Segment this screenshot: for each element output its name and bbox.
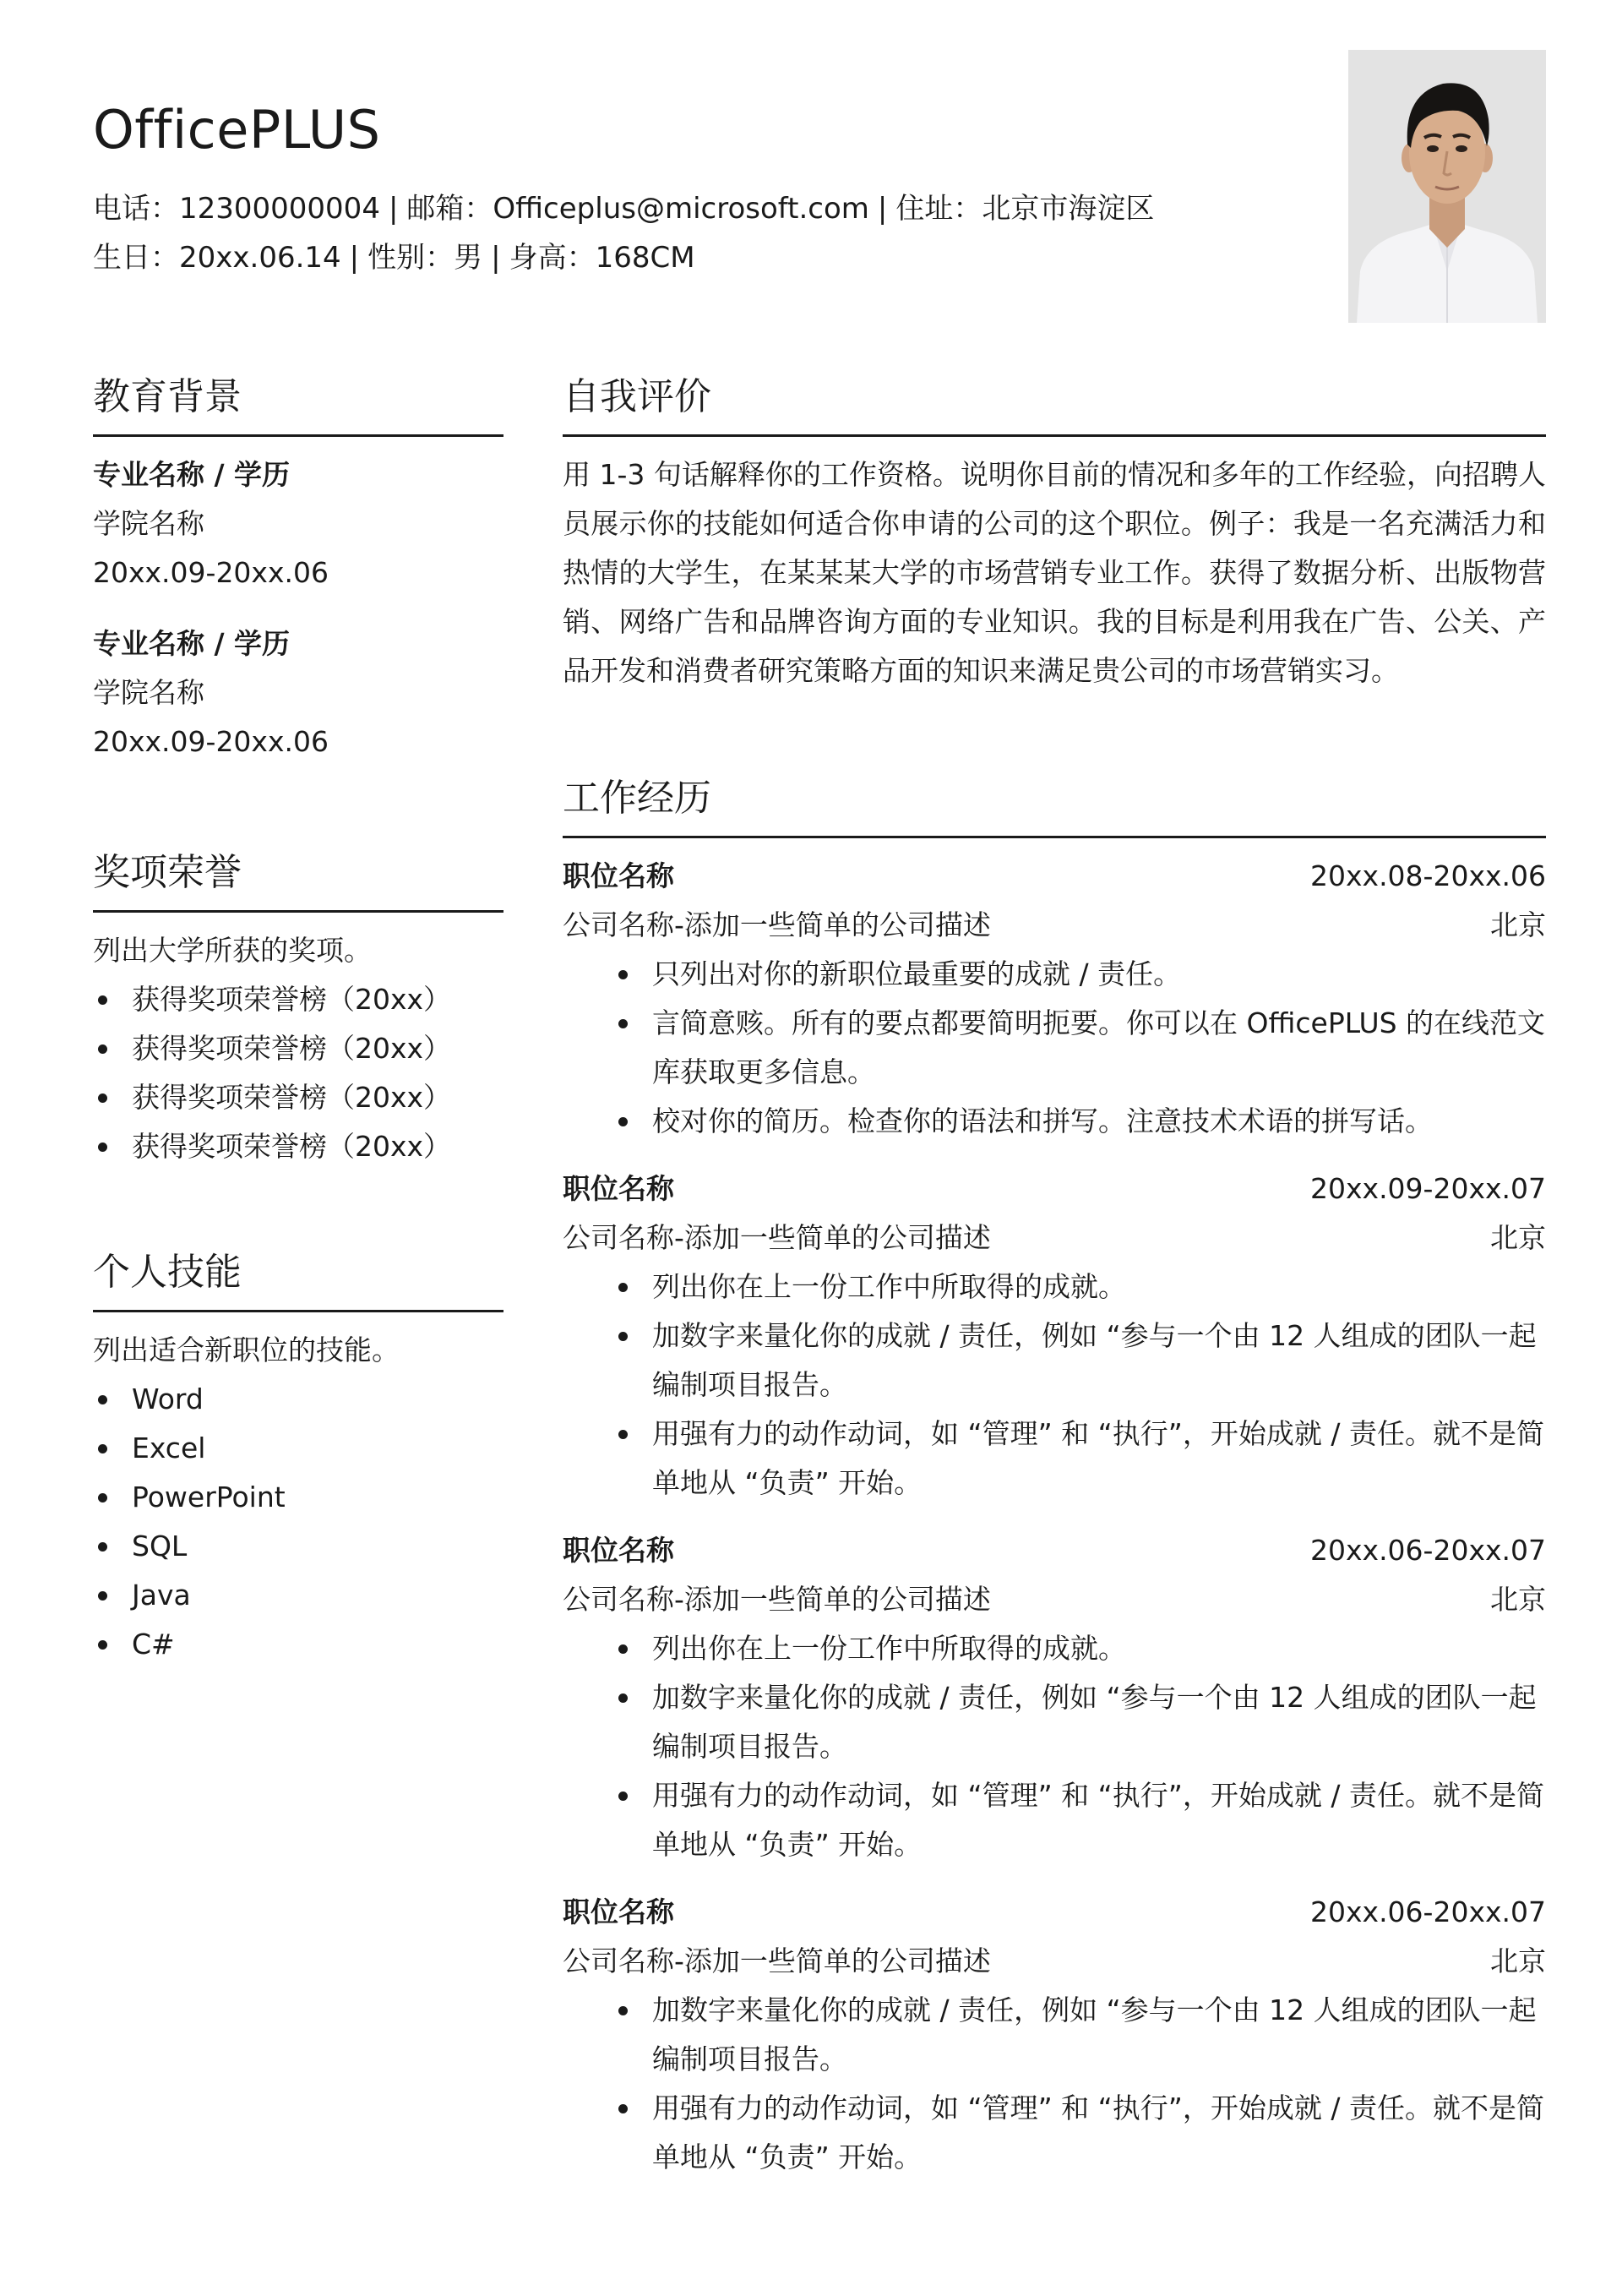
skill-item: C# [93, 1620, 503, 1669]
major-degree: 专业名称 / 学历 [93, 458, 291, 491]
job-header [563, 852, 1546, 901]
education-title: 教育背景 [93, 372, 503, 437]
job-bullet: 用强有力的动作动词，如 “管理” 和 “执行”，开始成就 / 责任。就不是简单地从 “负责” 开始。 [613, 2084, 1546, 2182]
job-company: 公司名称-添加一些简单的公司描述 [563, 1944, 991, 1977]
self-eval-section [563, 372, 1546, 695]
education-period: 20xx.09-20xx.06 [93, 556, 329, 589]
job-entry [563, 1888, 1546, 2182]
profile-photo [1348, 50, 1546, 323]
job-bullets [613, 1263, 1546, 1508]
skill-item: Word [93, 1375, 503, 1424]
job-bullet: 加数字来量化你的成就 / 责任，例如 “参与一个由 12 人组成的团队一起编制项目报告。 [613, 1312, 1546, 1410]
separator: | [491, 241, 501, 275]
job-city: 北京 [1490, 1221, 1546, 1254]
self-eval-text: 用 1-3 句话解释你的工作资格。说明你目前的情况和多年的工作经验，向招聘人员展示你的技能如何适合你申请的公司的这个职位。例子：我是一名充满活力和热情的大学生，在某某某大学的市场营销专业工作。获得了数据分析、出版物营销、网络广告和品牌咨询方面的专业知识。我的目标是利用我在广告、公关、产品开发和消费者研究策略方面的知识来满足贵公司的市场营销实习。 [563, 458, 1546, 687]
job-company: 公司名称-添加一些简单的公司描述 [563, 1583, 991, 1616]
separator: | [388, 192, 399, 226]
job-header [563, 1164, 1546, 1213]
separator: | [349, 241, 360, 275]
skills-intro: 列出适合新职位的技能。 [93, 1333, 400, 1366]
job-entry [563, 852, 1546, 1146]
job-bullets [613, 1986, 1546, 2182]
skill-item: PowerPoint [93, 1473, 503, 1522]
job-bullet: 列出你在上一份工作中所取得的成就。 [613, 1624, 1546, 1673]
work-title: 工作经历 [563, 773, 1546, 838]
award-item: 获得奖项荣誉榜（20xx） [93, 1024, 503, 1073]
phone: 电话：12300000004 [93, 192, 380, 226]
job-company-row [563, 901, 1546, 950]
job-bullet: 言简意赅。所有的要点都要简明扼要。你可以在 OfficePLUS 的在线范文库获取更多信息。 [613, 999, 1546, 1097]
job-bullet: 加数字来量化你的成就 / 责任，例如 “参与一个由 12 人组成的团队一起编制项目报告。 [613, 1986, 1546, 2084]
major-degree: 专业名称 / 学历 [93, 627, 291, 660]
right-column [563, 372, 1546, 2201]
job-bullets [613, 950, 1546, 1146]
job-position: 职位名称 [563, 1534, 674, 1567]
gender: 性别：男 [367, 241, 483, 275]
job-entry [563, 1164, 1546, 1508]
job-header [563, 1526, 1546, 1575]
height: 身高：168CM [509, 241, 695, 275]
skill-item: Java [93, 1571, 503, 1620]
address: 住址：北京市海淀区 [895, 192, 1155, 226]
work-section [563, 773, 1546, 2182]
award-item: 获得奖项荣誉榜（20xx） [93, 1122, 503, 1171]
job-position: 职位名称 [563, 1895, 674, 1928]
contact-line-2 [93, 233, 1276, 282]
job-city: 北京 [1490, 1944, 1546, 1977]
skill-item: Excel [93, 1424, 503, 1473]
contact-line-1 [93, 184, 1276, 233]
skills-list [93, 1375, 503, 1669]
job-position: 职位名称 [563, 859, 674, 892]
job-position: 职位名称 [563, 1172, 674, 1205]
skill-item: SQL [93, 1522, 503, 1571]
job-bullet: 只列出对你的新职位最重要的成就 / 责任。 [613, 950, 1546, 999]
job-bullet: 用强有力的动作动词，如 “管理” 和 “执行”，开始成就 / 责任。就不是简单地从 “负责” 开始。 [613, 1410, 1546, 1508]
award-item: 获得奖项荣誉榜（20xx） [93, 975, 503, 1024]
job-company: 公司名称-添加一些简单的公司描述 [563, 908, 991, 941]
education-item [93, 619, 503, 766]
candidate-name: OfficePLUS [93, 99, 381, 161]
award-item: 获得奖项荣誉榜（20xx） [93, 1073, 503, 1122]
job-period: 20xx.06-20xx.07 [1310, 1895, 1546, 1928]
job-bullet: 加数字来量化你的成就 / 责任，例如 “参与一个由 12 人组成的团队一起编制项目报告。 [613, 1673, 1546, 1771]
awards-section [93, 848, 503, 1171]
job-company-row [563, 1575, 1546, 1624]
job-bullet: 校对你的简历。检查你的语法和拼写。注意技术术语的拼写话。 [613, 1097, 1546, 1146]
job-period: 20xx.08-20xx.06 [1310, 859, 1546, 892]
job-period: 20xx.09-20xx.07 [1310, 1172, 1546, 1205]
skills-title: 个人技能 [93, 1247, 503, 1312]
education-period: 20xx.09-20xx.06 [93, 725, 329, 758]
job-period: 20xx.06-20xx.07 [1310, 1534, 1546, 1567]
self-eval-title: 自我评价 [563, 372, 1546, 437]
education-item [93, 450, 503, 597]
school-name: 学院名称 [93, 507, 204, 540]
school-name: 学院名称 [93, 676, 204, 709]
email: 邮箱：Officeplus@microsoft.com [406, 192, 869, 226]
job-header [563, 1888, 1546, 1937]
job-city: 北京 [1490, 1583, 1546, 1616]
left-column [93, 372, 503, 1750]
awards-intro: 列出大学所获的奖项。 [93, 934, 372, 967]
job-city: 北京 [1490, 908, 1546, 941]
job-company-row [563, 1213, 1546, 1263]
job-entry [563, 1526, 1546, 1869]
resume-header [93, 100, 1276, 282]
job-bullet: 列出你在上一份工作中所取得的成就。 [613, 1263, 1546, 1312]
portrait-illustration [1348, 50, 1546, 323]
birthday: 生日：20xx.06.14 [93, 241, 341, 275]
awards-title: 奖项荣誉 [93, 848, 503, 913]
awards-list [93, 975, 503, 1171]
education-section [93, 372, 503, 766]
job-company: 公司名称-添加一些简单的公司描述 [563, 1221, 991, 1254]
job-bullet: 用强有力的动作动词，如 “管理” 和 “执行”，开始成就 / 责任。就不是简单地从 “负责” 开始。 [613, 1771, 1546, 1869]
separator: | [877, 192, 888, 226]
skills-section [93, 1247, 503, 1669]
job-company-row [563, 1937, 1546, 1986]
job-bullets [613, 1624, 1546, 1869]
